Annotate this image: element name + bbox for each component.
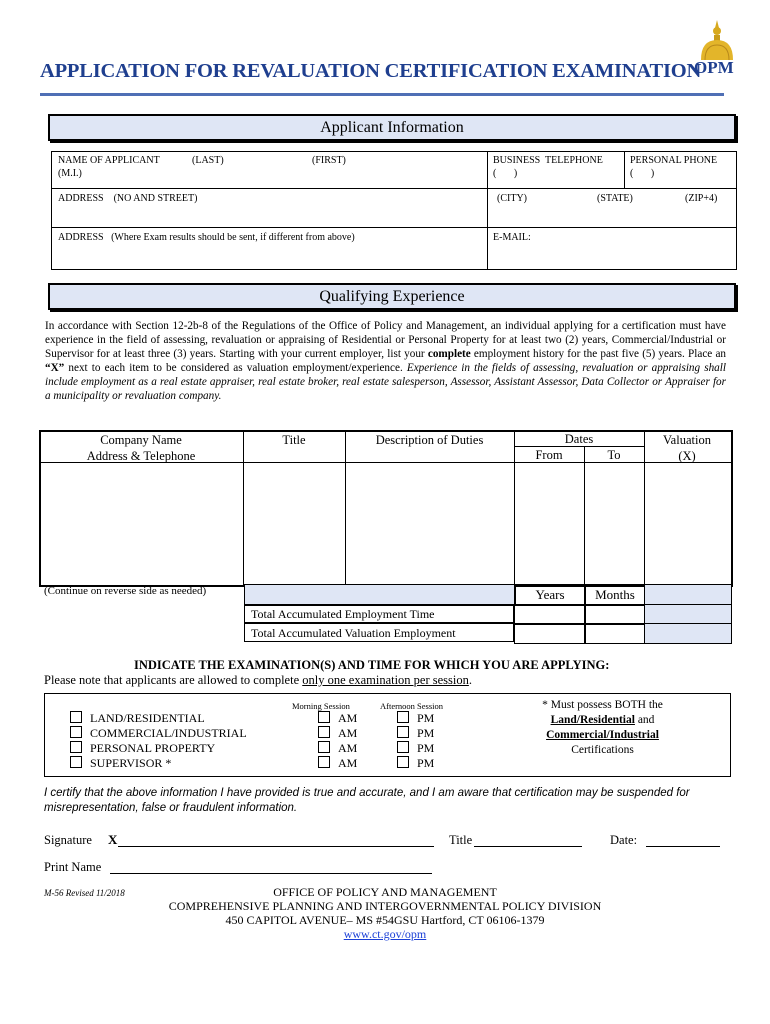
opm-logo-text: OPM — [694, 58, 734, 77]
pm-option[interactable]: PM — [397, 756, 434, 771]
city-label: (CITY) — [497, 193, 527, 204]
personal-phone-area-code[interactable]: ( ) — [630, 168, 655, 179]
experience-instructions: In accordance with Section 12-2b-8 of the Regulations of the Office of Policy and Management, an individual applying for a certification must have experience in the field of assessing, revaluation or appraising of Residential or Personal Property for at least two (2) years, Commercial/Industrial or Supervisor for at least three (3) years. Starting with your current employer, list your complete employment history for the past five (5) years. Place an “X” next to each item to be considered as valuation employment/experience. Experience in the fields of assessing, revaluation or appraising shall include employment as a real estate appraiser, real estate broker, real estate salesperson, Assessor, Assistant Assessor, Data Collector or Appraiser for a municipality or revaluation company. — [45, 320, 726, 402]
duties-column-header: Description of Duties — [375, 433, 484, 447]
am-option[interactable]: AM — [318, 711, 357, 726]
print-name-line[interactable] — [110, 873, 432, 874]
totals-shaded-cell-right-2 — [644, 604, 732, 625]
am-option[interactable]: AM — [318, 756, 357, 771]
form-title: APPLICATION FOR REVALUATION CERTIFICATION EXAMINATION — [40, 60, 702, 82]
exam-type-list — [70, 711, 247, 771]
footer-office: OFFICE OF POLICY AND MANAGEMENT — [273, 885, 497, 899]
title-divider — [40, 93, 724, 96]
exam-type-land-residential[interactable]: LAND/RESIDENTIAL — [70, 711, 247, 726]
pm-options — [397, 711, 434, 771]
footer-website-link[interactable]: www.ct.gov/opm — [343, 927, 427, 941]
checkbox[interactable] — [397, 741, 409, 753]
from-column-header: From — [535, 448, 563, 462]
last-name-label: (LAST) — [192, 155, 224, 166]
middle-initial-label: (M.I.) — [58, 168, 82, 179]
checkbox[interactable] — [318, 711, 330, 723]
morning-session-label: Morning Session — [292, 701, 350, 711]
valuation-column-header: Valuation (X) — [663, 433, 711, 463]
address-label: ADDRESS (NO AND STREET) — [58, 193, 198, 204]
certification-statement: I certify that the above information I have provided is true and accurate, and I am aware that certification may be suspended for misrepresentation, false or fraudulent information. — [44, 787, 690, 814]
signature-label: Signature — [44, 833, 92, 847]
afternoon-session-label: Afternoon Session — [380, 701, 444, 711]
totals-shaded-cell-right-3 — [644, 623, 732, 644]
total-employment-years[interactable] — [514, 604, 586, 625]
supervisor-note: * Must possess BOTH the Land/Residential and Commercial/Industrial Certifications — [542, 699, 663, 756]
email-label: E-MAIL: — [493, 232, 531, 243]
years-label: Years — [514, 584, 586, 606]
company-column-header: Company Name Address & Telephone — [86, 433, 196, 463]
pm-option[interactable]: PM — [397, 741, 434, 756]
exam-note: Please note that applicants are allowed to complete only one examination per session. — [44, 673, 473, 687]
checkbox[interactable] — [70, 756, 82, 768]
form-id: M-56 Revised 11/2018 — [44, 888, 125, 898]
pm-option[interactable]: PM — [397, 726, 434, 741]
total-valuation-years[interactable] — [514, 623, 586, 644]
date-label: Date: — [610, 833, 638, 847]
checkbox[interactable] — [70, 726, 82, 738]
footer-address: 450 CAPITOL AVENUE– MS #54GSU Hartford, CT 06106-1379 — [225, 913, 545, 927]
experience-section-title: Qualifying Experience — [48, 283, 736, 310]
total-employment-label: Total Accumulated Employment Time — [244, 604, 514, 623]
alternate-address-label: ADDRESS (Where Exam results should be sent, if different from above) — [58, 232, 355, 243]
to-column-header: To — [607, 448, 621, 462]
total-employment-months[interactable] — [584, 604, 646, 625]
continue-note: (Continue on reverse side as needed) — [44, 585, 207, 597]
business-phone-area-code[interactable]: ( ) — [493, 168, 518, 179]
am-option[interactable]: AM — [318, 741, 357, 756]
dates-column-header: Dates — [564, 432, 594, 446]
personal-phone-label: PERSONAL PHONE — [630, 155, 718, 166]
am-options — [318, 711, 357, 771]
footer-block — [100, 885, 670, 941]
total-valuation-label: Total Accumulated Valuation Employment — [244, 623, 514, 642]
first-name-label: (FIRST) — [312, 155, 346, 166]
am-option[interactable]: AM — [318, 726, 357, 741]
title-label: Title — [449, 833, 473, 847]
checkbox[interactable] — [318, 756, 330, 768]
checkbox[interactable] — [70, 711, 82, 723]
title-column-header: Title — [282, 433, 306, 447]
exam-type-supervisor[interactable]: SUPERVISOR * — [70, 756, 247, 771]
date-line[interactable] — [646, 846, 720, 847]
totals-shaded-cell — [244, 584, 516, 606]
applicant-section-title: Applicant Information — [48, 114, 736, 141]
checkbox[interactable] — [397, 756, 409, 768]
business-telephone-label: BUSINESS TELEPHONE — [493, 155, 603, 166]
signature-line[interactable] — [118, 846, 434, 847]
checkbox[interactable] — [70, 741, 82, 753]
title-line[interactable] — [474, 846, 582, 847]
checkbox[interactable] — [397, 726, 409, 738]
zip-label: (ZIP+4) — [685, 193, 718, 204]
checkbox[interactable] — [397, 711, 409, 723]
months-label: Months — [584, 584, 646, 606]
exam-type-commercial-industrial[interactable]: COMMERCIAL/INDUSTRIAL — [70, 726, 247, 741]
print-name-label: Print Name — [44, 860, 102, 874]
totals-shaded-cell-right — [644, 584, 732, 606]
footer-division: COMPREHENSIVE PLANNING AND INTERGOVERNMENTAL POLICY DIVISION — [168, 899, 602, 913]
signature-x-mark: X — [108, 832, 118, 847]
state-label: (STATE) — [597, 193, 633, 204]
exam-type-personal-property[interactable]: PERSONAL PROPERTY — [70, 741, 247, 756]
exam-heading: INDICATE THE EXAMINATION(S) AND TIME FOR WHICH YOU ARE APPLYING: — [134, 658, 610, 672]
checkbox[interactable] — [318, 726, 330, 738]
name-of-applicant-label: NAME OF APPLICANT — [58, 155, 160, 166]
pm-option[interactable]: PM — [397, 711, 434, 726]
checkbox[interactable] — [318, 741, 330, 753]
total-valuation-months[interactable] — [584, 623, 646, 644]
